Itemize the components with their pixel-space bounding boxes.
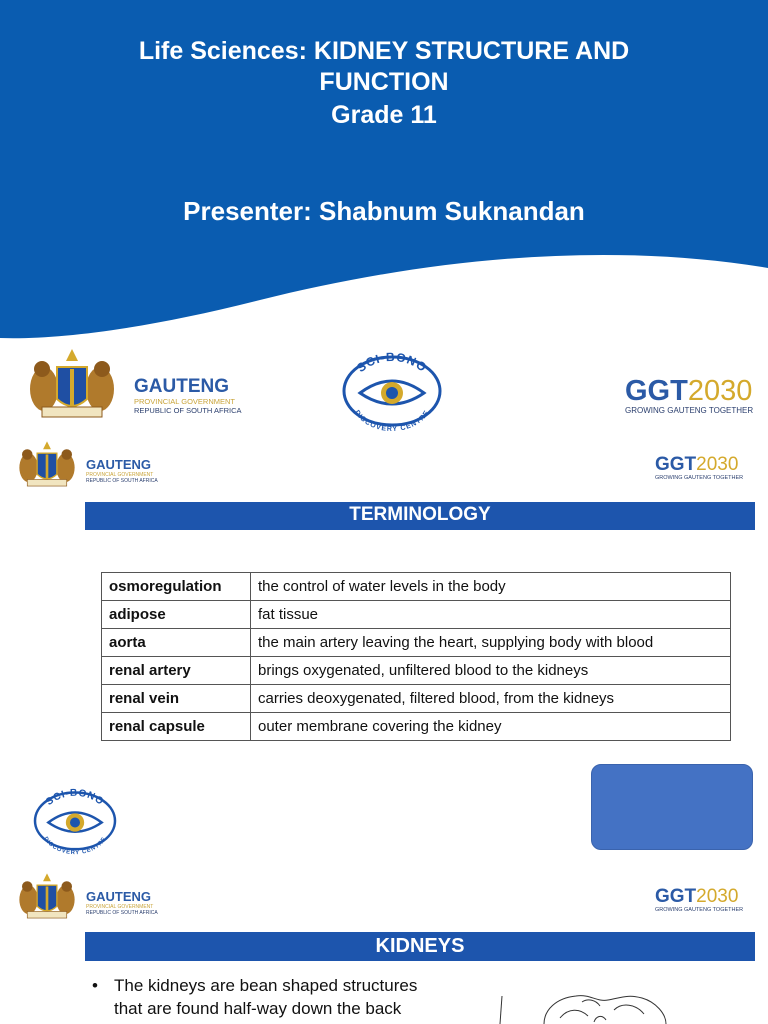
term-cell: osmoregulation (102, 573, 251, 601)
svg-text:SCI-BONO: SCI-BONO (44, 787, 106, 808)
definition-cell: fat tissue (251, 601, 731, 629)
gauteng-logo-text: GAUTENG PROVINCIAL GOVERNMENT REPUBLIC OF SOUTH AFRICA (86, 889, 158, 916)
bullet-line2: that are found half-way down the back (114, 999, 402, 1018)
table-row (102, 573, 731, 601)
term-cell: renal vein (102, 685, 251, 713)
svg-text:DISCOVERY CENTRE: DISCOVERY CENTRE (352, 409, 432, 431)
term-cell: adipose (102, 601, 251, 629)
definition-cell: carries deoxygenated, filtered blood, from the kidneys (251, 685, 731, 713)
coat-of-arms-icon (14, 440, 80, 490)
table-row (102, 601, 731, 629)
slide-title-line1: Life Sciences: KIDNEY STRUCTURE AND (138, 37, 630, 65)
svg-text:SCI-BONO: SCI-BONO (354, 349, 430, 376)
ggt2030-logo: GGT2030 GROWING GAUTENG TOGETHER (655, 454, 744, 481)
terminology-heading: TERMINOLOGY (85, 502, 755, 530)
term-cell: aorta (102, 629, 251, 657)
definition-cell: outer membrane covering the kidney (251, 713, 731, 741)
slide-title-line2: FUNCTION (319, 68, 449, 96)
table-row (102, 657, 731, 685)
bullet-dot-icon: • (92, 976, 98, 995)
table-row (102, 685, 731, 713)
ggt2030-logo: GGT2030 GROWING GAUTENG TOGETHER (625, 375, 754, 415)
svg-text:DISCOVERY CENTRE: DISCOVERY CENTRE (42, 836, 108, 856)
coat-of-arms-icon (14, 872, 80, 922)
definition-cell: brings oxygenated, unfiltered blood to the kidneys (251, 657, 731, 685)
terminology-table (101, 572, 731, 741)
blue-rectangle-shape (591, 764, 753, 850)
gauteng-logo-text: GAUTENG PROVINCIAL GOVERNMENT REPUBLIC OF SOUTH AFRICA (134, 376, 242, 415)
table-row (102, 629, 731, 657)
term-cell: renal artery (102, 657, 251, 685)
definition-cell: the control of water levels in the body (251, 573, 731, 601)
bullet-line1: The kidneys are bean shaped structures (114, 976, 418, 995)
slide-title-line3: Grade 11 (331, 101, 437, 129)
term-cell: renal capsule (102, 713, 251, 741)
ggt2030-logo: GGT2030 GROWING GAUTENG TOGETHER (655, 886, 744, 913)
kidney-diagram-image (496, 988, 746, 1024)
bullet-point (92, 974, 512, 1020)
coat-of-arms-icon (22, 347, 122, 423)
presenter-name: Presenter: Shabnum Suknandan (183, 196, 585, 226)
sci-bono-eye-icon (25, 784, 125, 856)
gauteng-logo-text: GAUTENG PROVINCIAL GOVERNMENT REPUBLIC OF SOUTH AFRICA (86, 457, 158, 484)
definition-cell: the main artery leaving the heart, supplying body with blood (251, 629, 731, 657)
table-row (102, 713, 731, 741)
kidneys-heading: KIDNEYS (85, 932, 755, 961)
sci-bono-eye-icon (332, 349, 452, 431)
